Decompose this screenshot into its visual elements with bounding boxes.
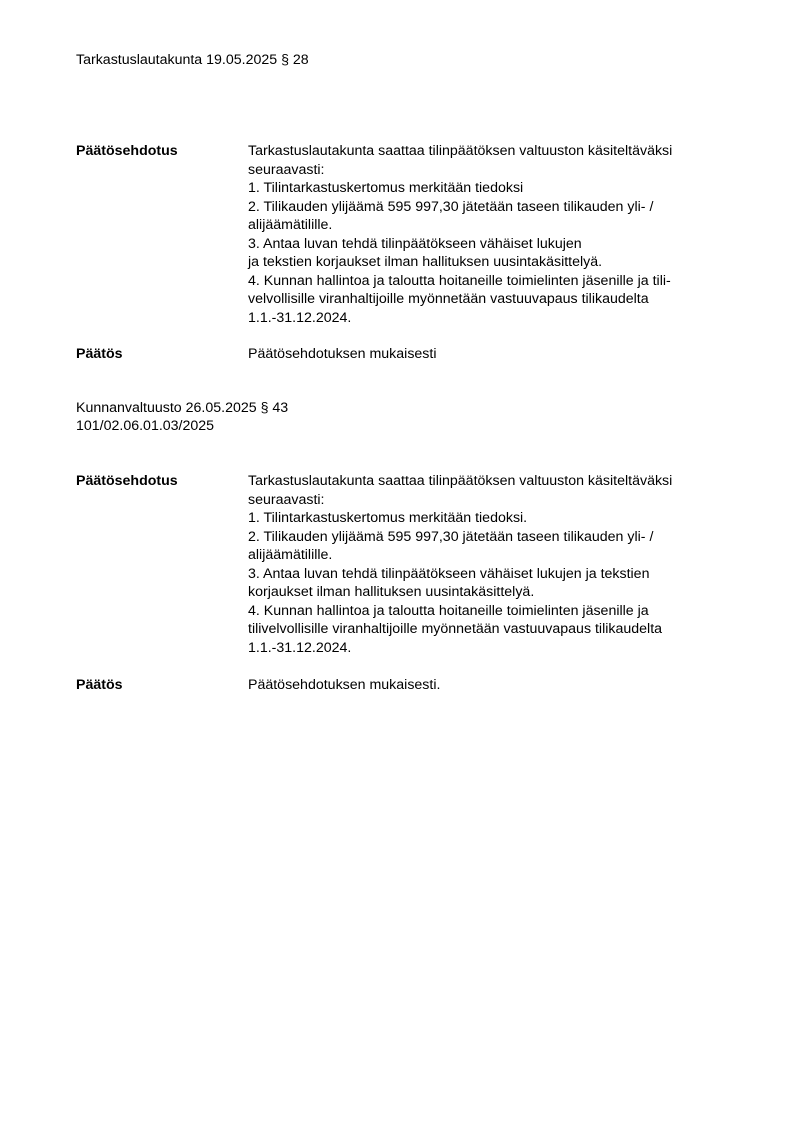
proposal-line: seuraavasti: xyxy=(248,161,325,178)
proposal-line: alijäämätilille. xyxy=(248,217,333,233)
meeting-header-tarkastuslautakunta: Tarkastuslautakunta 19.05.2025 § 28 xyxy=(76,52,309,68)
proposal-line: 4. Kunnan hallintoa ja taloutta hoitaneille toimielinten jäsenille ja tili- xyxy=(248,272,671,289)
decision-text-2: Päätösehdotuksen mukaisesti. xyxy=(248,677,441,693)
proposal-text-2 xyxy=(248,472,738,657)
proposal-line: seuraavasti: xyxy=(248,491,325,508)
decision-label-1: Päätös xyxy=(76,346,123,362)
decision-label-2: Päätös xyxy=(76,677,123,693)
proposal-line: ja tekstien korjaukset ilman hallituksen uusintakäsittelyä. xyxy=(248,254,603,270)
proposal-text-1 xyxy=(248,142,738,327)
proposal-line: velvollisille viranhaltijoille myönnetään vastuuvapaus tilikaudelta xyxy=(248,291,649,307)
proposal-line: Tarkastuslautakunta saattaa tilinpäätöksen valtuuston käsiteltäväksi xyxy=(248,143,673,159)
proposal-line: 4. Kunnan hallintoa ja taloutta hoitaneille toimielinten jäsenille ja xyxy=(248,602,649,619)
meeting-header-kunnanvaltuusto: Kunnanvaltuusto 26.05.2025 § 43 xyxy=(76,400,289,416)
case-number: 101/02.06.01.03/2025 xyxy=(76,418,215,434)
proposal-line: korjaukset ilman hallituksen uusintakäsittelyä. xyxy=(248,584,535,600)
proposal-line: 3. Antaa luvan tehdä tilinpäätökseen vähäiset lukujen ja tekstien xyxy=(248,565,650,582)
proposal-label-1: Päätösehdotus xyxy=(76,143,178,159)
proposal-line: 1. Tilintarkastuskertomus merkitään tiedoksi xyxy=(248,180,524,196)
proposal-label-2: Päätösehdotus xyxy=(76,473,178,489)
proposal-line: 1. Tilintarkastuskertomus merkitään tiedoksi. xyxy=(248,510,528,526)
proposal-line: tilivelvollisille viranhaltijoille myönnetään vastuuvapaus tilikaudelta xyxy=(248,621,663,637)
proposal-line: 1.1.-31.12.2024. xyxy=(248,309,352,326)
proposal-line: 3. Antaa luvan tehdä tilinpäätökseen vähäiset lukujen xyxy=(248,235,582,252)
proposal-line: Tarkastuslautakunta saattaa tilinpäätöksen valtuuston käsiteltäväksi xyxy=(248,473,673,489)
proposal-line: 1.1.-31.12.2024. xyxy=(248,639,352,656)
proposal-line: alijäämätilille. xyxy=(248,547,333,563)
proposal-line: 2. Tilikauden ylijäämä 595 997,30 jätetään taseen tilikauden yli- / xyxy=(248,198,654,215)
decision-text-1: Päätösehdotuksen mukaisesti xyxy=(248,346,437,362)
proposal-line: 2. Tilikauden ylijäämä 595 997,30 jätetään taseen tilikauden yli- / xyxy=(248,528,654,545)
